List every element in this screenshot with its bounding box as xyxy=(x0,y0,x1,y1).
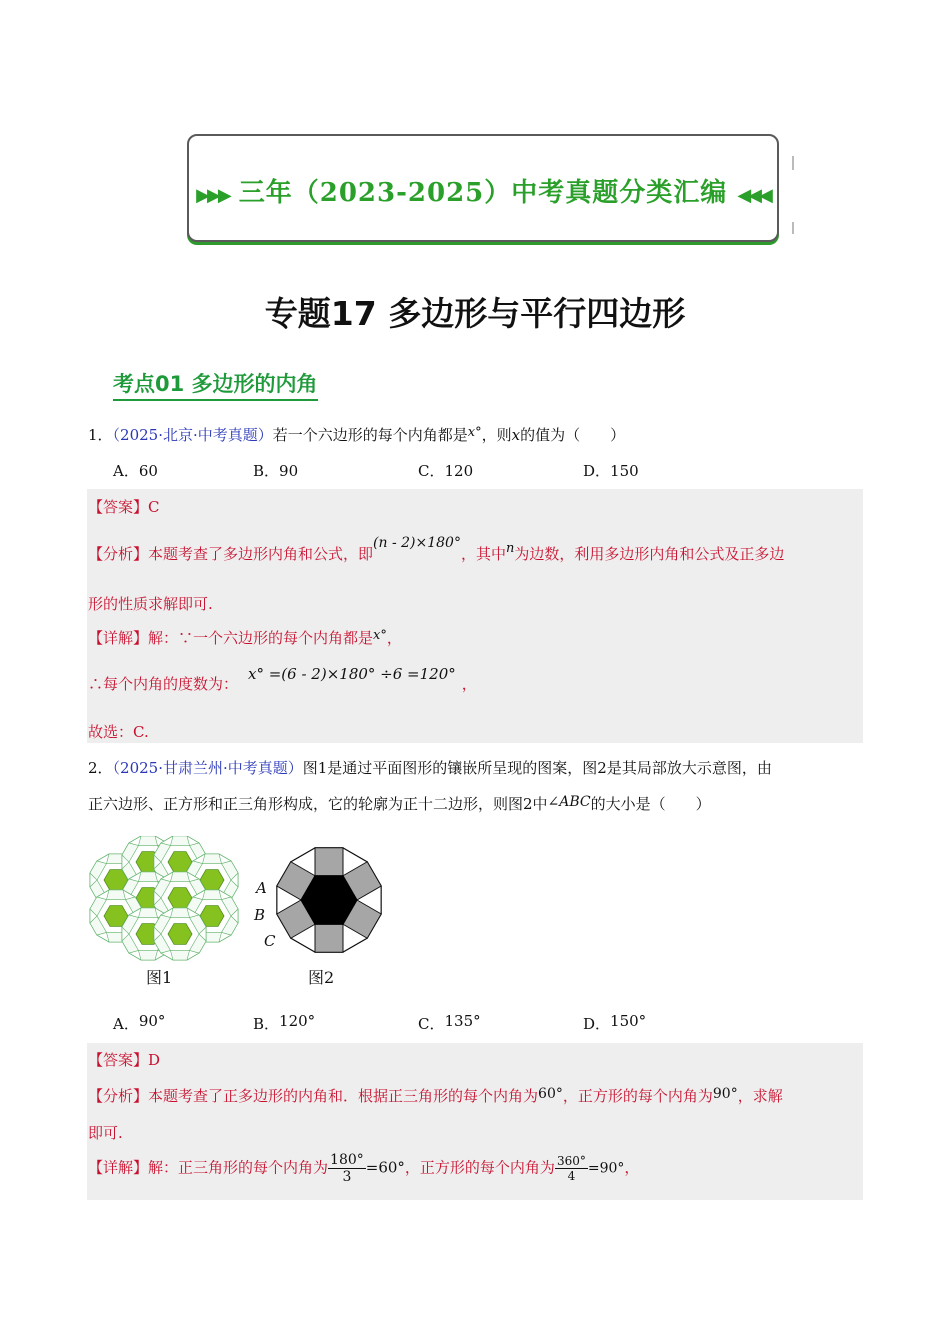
label-a: A xyxy=(256,879,267,897)
option-letter: A． xyxy=(113,1015,139,1033)
tile-square xyxy=(203,854,222,864)
tile-square xyxy=(139,872,158,882)
analysis-text: 本题考查了多边形内角和公式，即 xyxy=(148,545,374,563)
stem-text: 正六边形、正方形和正三角形构成，它的轮廓为正十二边形，则图2中 xyxy=(88,795,548,813)
answer-line xyxy=(88,1049,160,1070)
banner-text xyxy=(189,172,777,209)
analysis-line xyxy=(88,1085,783,1106)
option-a: A．60 xyxy=(113,462,158,480)
math-value: =60° xyxy=(365,1158,405,1177)
tile-square xyxy=(203,890,222,900)
analysis-line xyxy=(88,535,785,564)
divider xyxy=(792,222,794,234)
detail-text: ，正方形的每个内角为 xyxy=(404,1158,555,1177)
section-heading: 考点01 多边形的内角 xyxy=(113,368,318,401)
option-a xyxy=(113,1013,165,1034)
analysis-tag: 【分析】 xyxy=(88,1087,149,1105)
tile-square xyxy=(171,836,190,846)
banner-title: 三年（2023-2025）中考真题分类汇编 xyxy=(238,178,728,208)
option-value: 120° xyxy=(279,1012,316,1030)
question-2-stem xyxy=(88,757,772,778)
option-letter: B． xyxy=(253,1015,280,1033)
analysis-text: ，正方形的每个内角为 xyxy=(562,1087,713,1105)
stem-text: 的大小是（ ） xyxy=(590,795,711,813)
math-var: x xyxy=(511,426,521,444)
option-letter: D． xyxy=(583,1015,611,1033)
analysis-text: 为边数，利用多边形内角和公式及正多边 xyxy=(514,545,785,563)
option-d: D．150 xyxy=(583,462,639,480)
tile-square xyxy=(107,890,126,900)
option-b: B．90 xyxy=(253,462,299,480)
question-1-stem xyxy=(88,424,625,445)
gray-square xyxy=(315,848,343,876)
divider xyxy=(792,156,794,170)
detail-text: 解：正三角形的每个内角为 xyxy=(148,1158,329,1177)
option-value: 135° xyxy=(444,1012,481,1030)
detail-text: ， xyxy=(386,629,402,647)
option-c: C．120 xyxy=(418,462,474,480)
option-b xyxy=(253,1013,315,1034)
analysis-text: ，其中 xyxy=(460,545,506,563)
answer-tag: 【答案】 xyxy=(88,1051,149,1069)
detail-line xyxy=(88,1152,639,1185)
tile-square xyxy=(171,950,190,960)
stem-text: 图1是通过平面图形的镶嵌所呈现的图案，图2是其局部放大示意图，由 xyxy=(302,759,772,777)
math-angle: ∠ABC xyxy=(547,794,591,810)
therefore-text: ∴每个内角的度数为： xyxy=(88,675,239,693)
option-d xyxy=(583,1013,646,1034)
option-value: 90° xyxy=(138,1012,166,1030)
right-arrows-icon: ◀◀◀ xyxy=(737,185,770,206)
figure-1-caption: 图1 xyxy=(146,968,173,987)
formula: x° =(6 - 2)×180° ÷6 =120° xyxy=(248,665,456,683)
numerator: 360° xyxy=(556,1154,586,1168)
question-number: 2． xyxy=(88,759,113,777)
question-source: （2025·北京·中考真题） xyxy=(112,426,273,444)
denominator: 4 xyxy=(567,1169,576,1183)
fraction-1 xyxy=(328,1152,366,1185)
analysis-line-2: 即可. xyxy=(88,1124,123,1142)
tile-square xyxy=(139,950,158,960)
option-value: 150° xyxy=(610,1012,647,1030)
choose-line: 故选：C. xyxy=(88,723,149,741)
math-value: 90° xyxy=(712,1086,738,1102)
math-value: 60° xyxy=(538,1086,563,1102)
stem-text: 的值为（ ） xyxy=(520,426,626,444)
label-b: B xyxy=(254,906,266,924)
analysis-text: ，求解 xyxy=(737,1087,783,1105)
formula: (n - 2)×180° xyxy=(373,535,461,551)
math-var: x° xyxy=(373,628,387,643)
option-letter: C． xyxy=(418,1015,445,1033)
analysis-line-2: 形的性质求解即可. xyxy=(88,595,213,613)
question-2-stem-2 xyxy=(88,793,711,814)
detail-text: ， xyxy=(624,1158,640,1177)
page-title: 专题17 多边形与平行四边形 xyxy=(264,294,686,333)
fraction-2 xyxy=(555,1154,588,1183)
left-arrows-icon: ▶▶▶ xyxy=(196,185,229,206)
figure-1-tessellation xyxy=(86,836,241,964)
math-var: x° xyxy=(467,425,482,440)
tile-square xyxy=(139,908,158,918)
stem-text: ，则 xyxy=(481,426,512,444)
answer-line xyxy=(88,496,160,517)
answer-value: D xyxy=(148,1051,161,1069)
detail-tag: 【详解】 xyxy=(88,629,149,647)
numerator: 180° xyxy=(330,1152,364,1168)
tile-square xyxy=(139,836,158,846)
denominator: 3 xyxy=(342,1169,352,1185)
question-source: （2025·甘肃兰州·中考真题） xyxy=(112,759,303,777)
figure-2-caption: 图2 xyxy=(308,968,335,987)
option-c xyxy=(418,1013,481,1034)
tile-square xyxy=(171,872,190,882)
question-number: 1． xyxy=(88,426,113,444)
detail-text: ， xyxy=(461,675,477,693)
solution-box-1 xyxy=(87,489,863,743)
tile-square xyxy=(171,908,190,918)
detail-line xyxy=(88,627,402,648)
analysis-text: 本题考查了正多边形的内角和．根据正三角形的每个内角为 xyxy=(148,1087,539,1105)
gray-square xyxy=(315,924,343,952)
detail-text: 解：∵一个六边形的每个内角都是 xyxy=(148,629,374,647)
label-c: C xyxy=(264,932,276,950)
analysis-tag: 【分析】 xyxy=(88,545,149,563)
calc-line xyxy=(88,665,477,694)
math-value: =90° xyxy=(587,1160,625,1177)
answer-tag: 【答案】 xyxy=(88,498,149,516)
detail-tag: 【详解】 xyxy=(88,1158,149,1177)
header-banner xyxy=(187,134,779,242)
answer-value: C xyxy=(148,498,160,516)
figure-2-dodecagon xyxy=(269,845,389,955)
math-var: n xyxy=(505,541,515,556)
stem-text: 若一个六边形的每个内角都是 xyxy=(272,426,468,444)
